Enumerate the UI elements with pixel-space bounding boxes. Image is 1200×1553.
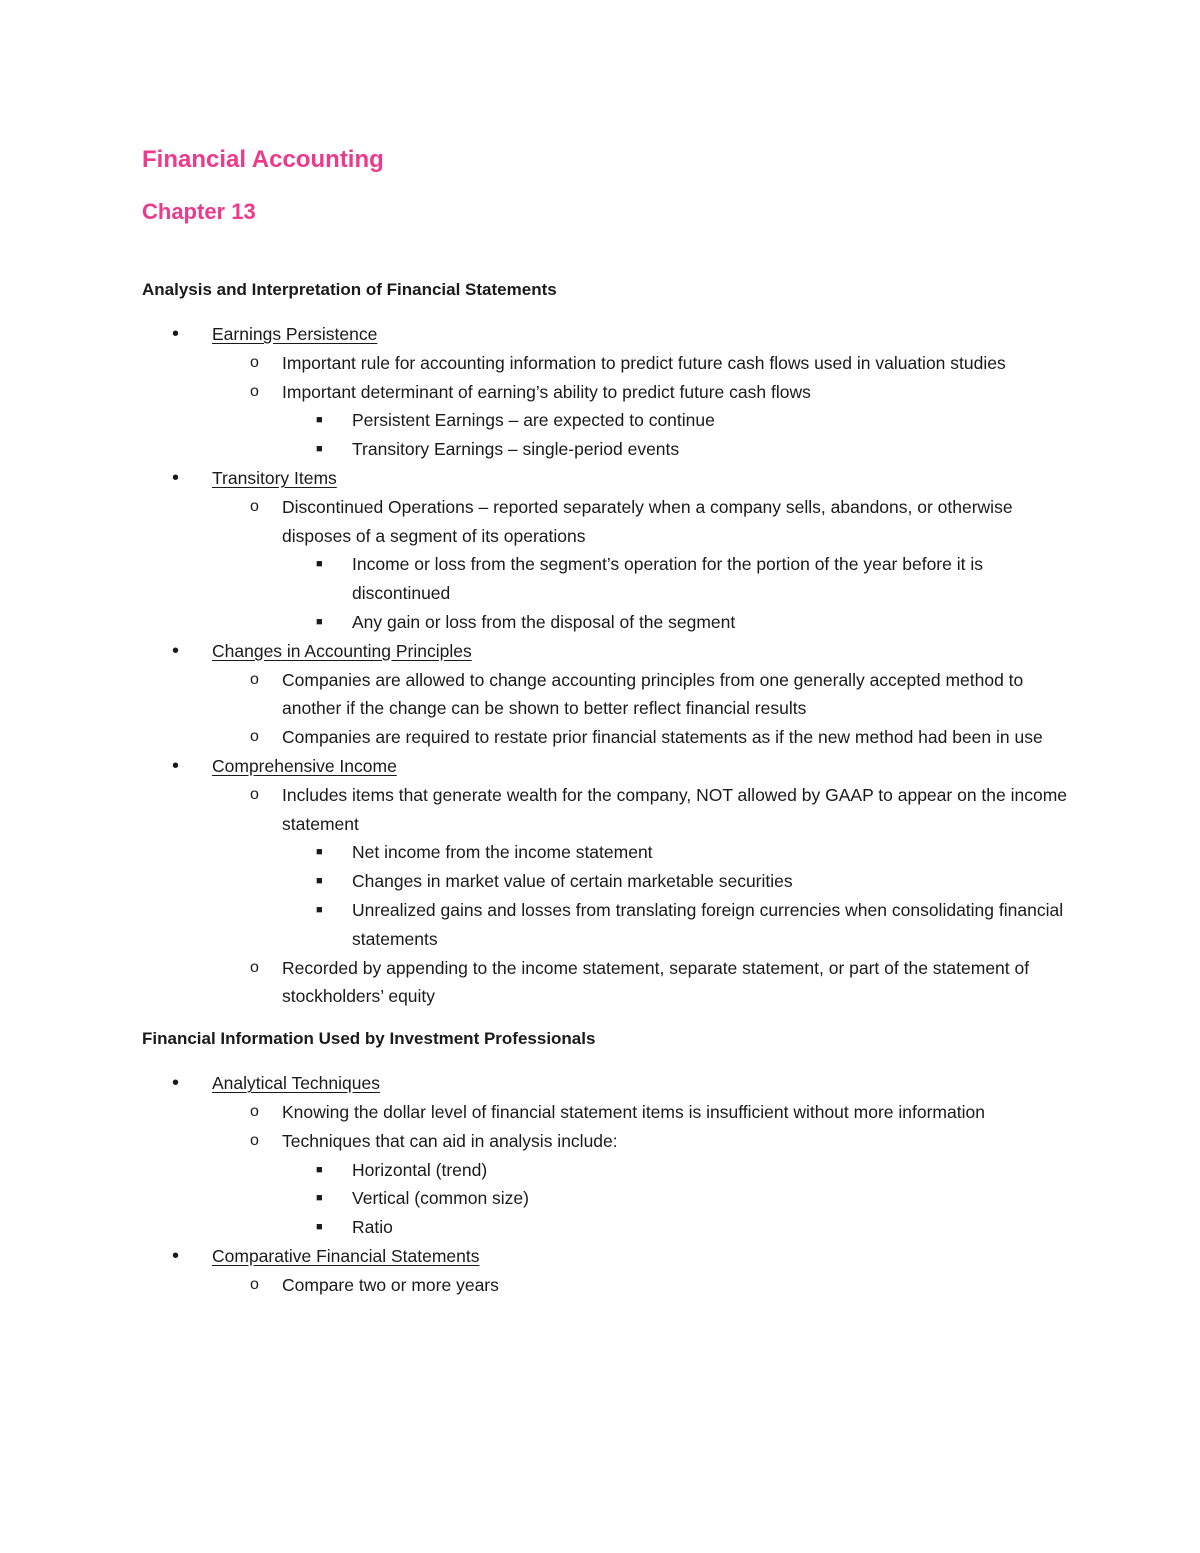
square-marker: ■ — [316, 903, 323, 916]
circle-marker: o — [250, 1102, 259, 1120]
circle-marker: o — [250, 353, 259, 371]
point-text: Knowing the dollar level of financial statement items is insufficient without more information — [282, 1101, 985, 1122]
circle-marker: o — [250, 1131, 259, 1149]
subpoint-text: Net income from the income statement — [352, 842, 653, 863]
subpoint-list — [282, 406, 1082, 464]
point-list — [212, 666, 1082, 752]
circle-marker: o — [250, 785, 259, 803]
subpoint-text: Income or loss from the segment’s operation for the portion of the year before it is discontinued — [352, 554, 983, 604]
bullet-marker: • — [172, 323, 180, 345]
subpoint-text: Ratio — [352, 1217, 393, 1238]
point-list — [212, 493, 1082, 637]
topic-list — [142, 320, 1082, 1011]
point-list — [212, 349, 1082, 464]
square-marker: ■ — [316, 1163, 323, 1176]
subpoint-text: Changes in market value of certain marketable securities — [352, 871, 793, 892]
point-item — [212, 1127, 1082, 1242]
subpoint-item — [282, 1156, 1082, 1185]
point-text: Recorded by appending to the income statement, separate statement, or part of the statement of stockholders’ equity — [282, 957, 1030, 1007]
point-list — [212, 1098, 1082, 1242]
topic-label: Analytical Techniques — [212, 1073, 380, 1094]
subpoint-text: Vertical (common size) — [352, 1188, 529, 1209]
point-text: Discontinued Operations – reported separately when a company sells, abandons, or otherwise disposes of a segment of its operations — [282, 496, 1013, 546]
square-marker: ■ — [316, 414, 323, 427]
point-item — [212, 954, 1082, 1012]
subpoint-item — [282, 896, 1082, 954]
square-marker: ■ — [316, 443, 323, 456]
square-marker: ■ — [316, 846, 323, 859]
point-list — [212, 781, 1082, 1011]
topic-label: Comparative Financial Statements — [212, 1245, 480, 1266]
circle-marker: o — [250, 670, 259, 688]
circle-marker: o — [250, 497, 259, 515]
topic-item — [142, 637, 1082, 752]
point-text: Techniques that can aid in analysis include: — [282, 1130, 618, 1151]
subpoint-list — [282, 1156, 1082, 1242]
circle-marker: o — [250, 382, 259, 400]
point-item — [212, 378, 1082, 464]
topic-item — [142, 1242, 1082, 1300]
point-text: Important rule for accounting information to predict future cash flows used in valuation studies — [282, 352, 1006, 373]
subpoint-item — [282, 550, 1082, 608]
point-text: Companies are required to restate prior financial statements as if the new method had been in use — [282, 727, 1043, 748]
subpoint-item — [282, 608, 1082, 637]
point-item — [212, 349, 1082, 378]
subpoint-list — [282, 838, 1082, 953]
point-text: Compare two or more years — [282, 1274, 499, 1295]
point-text: Includes items that generate wealth for the company, NOT allowed by GAAP to appear on the income statement — [282, 784, 1068, 834]
circle-marker: o — [250, 1275, 259, 1293]
bullet-marker: • — [172, 466, 180, 489]
subpoint-item — [282, 1184, 1082, 1213]
square-marker: ■ — [316, 875, 323, 888]
subpoint-list — [282, 550, 1082, 636]
bullet-marker: • — [172, 754, 180, 777]
subpoint-item — [282, 867, 1082, 896]
circle-marker: o — [250, 728, 259, 746]
subpoint-text: Horizontal (trend) — [352, 1159, 488, 1180]
bullet-marker: • — [172, 1072, 180, 1095]
topic-label: Comprehensive Income — [212, 755, 397, 776]
subpoint-text: Persistent Earnings – are expected to continue — [352, 410, 715, 431]
section-heading: Financial Information Used by Investment Professionals — [142, 1029, 596, 1049]
section-heading: Analysis and Interpretation of Financial Statements — [142, 280, 557, 299]
bullet-marker: • — [172, 1244, 180, 1267]
topic-item — [142, 464, 1082, 637]
point-list — [212, 1271, 1082, 1300]
topic-list — [142, 1069, 1082, 1299]
document-page — [142, 140, 1082, 1300]
topic-item — [142, 1069, 1082, 1242]
topic-label: Earnings Persistence — [212, 324, 378, 344]
subpoint-item — [282, 406, 1082, 435]
square-marker: ■ — [316, 558, 323, 571]
section-analysis — [142, 276, 1082, 1011]
square-marker: ■ — [316, 1221, 323, 1234]
subpoint-item — [282, 1213, 1082, 1242]
point-item — [212, 493, 1082, 637]
subpoint-item — [282, 435, 1082, 464]
square-marker: ■ — [316, 1192, 323, 1205]
topic-label: Changes in Accounting Principles — [212, 640, 472, 661]
section-investment-professionals — [142, 1025, 1082, 1299]
point-item — [212, 781, 1082, 954]
point-item — [212, 723, 1082, 752]
bullet-marker: • — [172, 639, 180, 662]
subpoint-text: Transitory Earnings – single-period events — [352, 439, 680, 460]
circle-marker: o — [250, 958, 259, 976]
topic-item — [142, 752, 1082, 1011]
topic-item — [142, 320, 1082, 464]
point-item — [212, 1271, 1082, 1300]
subpoint-text: Unrealized gains and losses from translating foreign currencies when consolidating financial statements — [352, 899, 1064, 949]
subpoint-text: Any gain or loss from the disposal of the segment — [352, 611, 736, 632]
point-item — [212, 1098, 1082, 1127]
subpoint-item — [282, 838, 1082, 867]
point-item — [212, 666, 1082, 724]
topic-label: Transitory Items — [212, 467, 337, 488]
point-text: Companies are allowed to change accounting principles from one generally accepted method to another if the change can be shown to better reflect financial results — [282, 669, 1024, 719]
chapter-heading: Chapter 13 — [142, 199, 256, 224]
square-marker: ■ — [316, 615, 323, 628]
document-title: Financial Accounting — [142, 146, 384, 173]
point-text: Important determinant of earning’s ability to predict future cash flows — [282, 381, 811, 402]
